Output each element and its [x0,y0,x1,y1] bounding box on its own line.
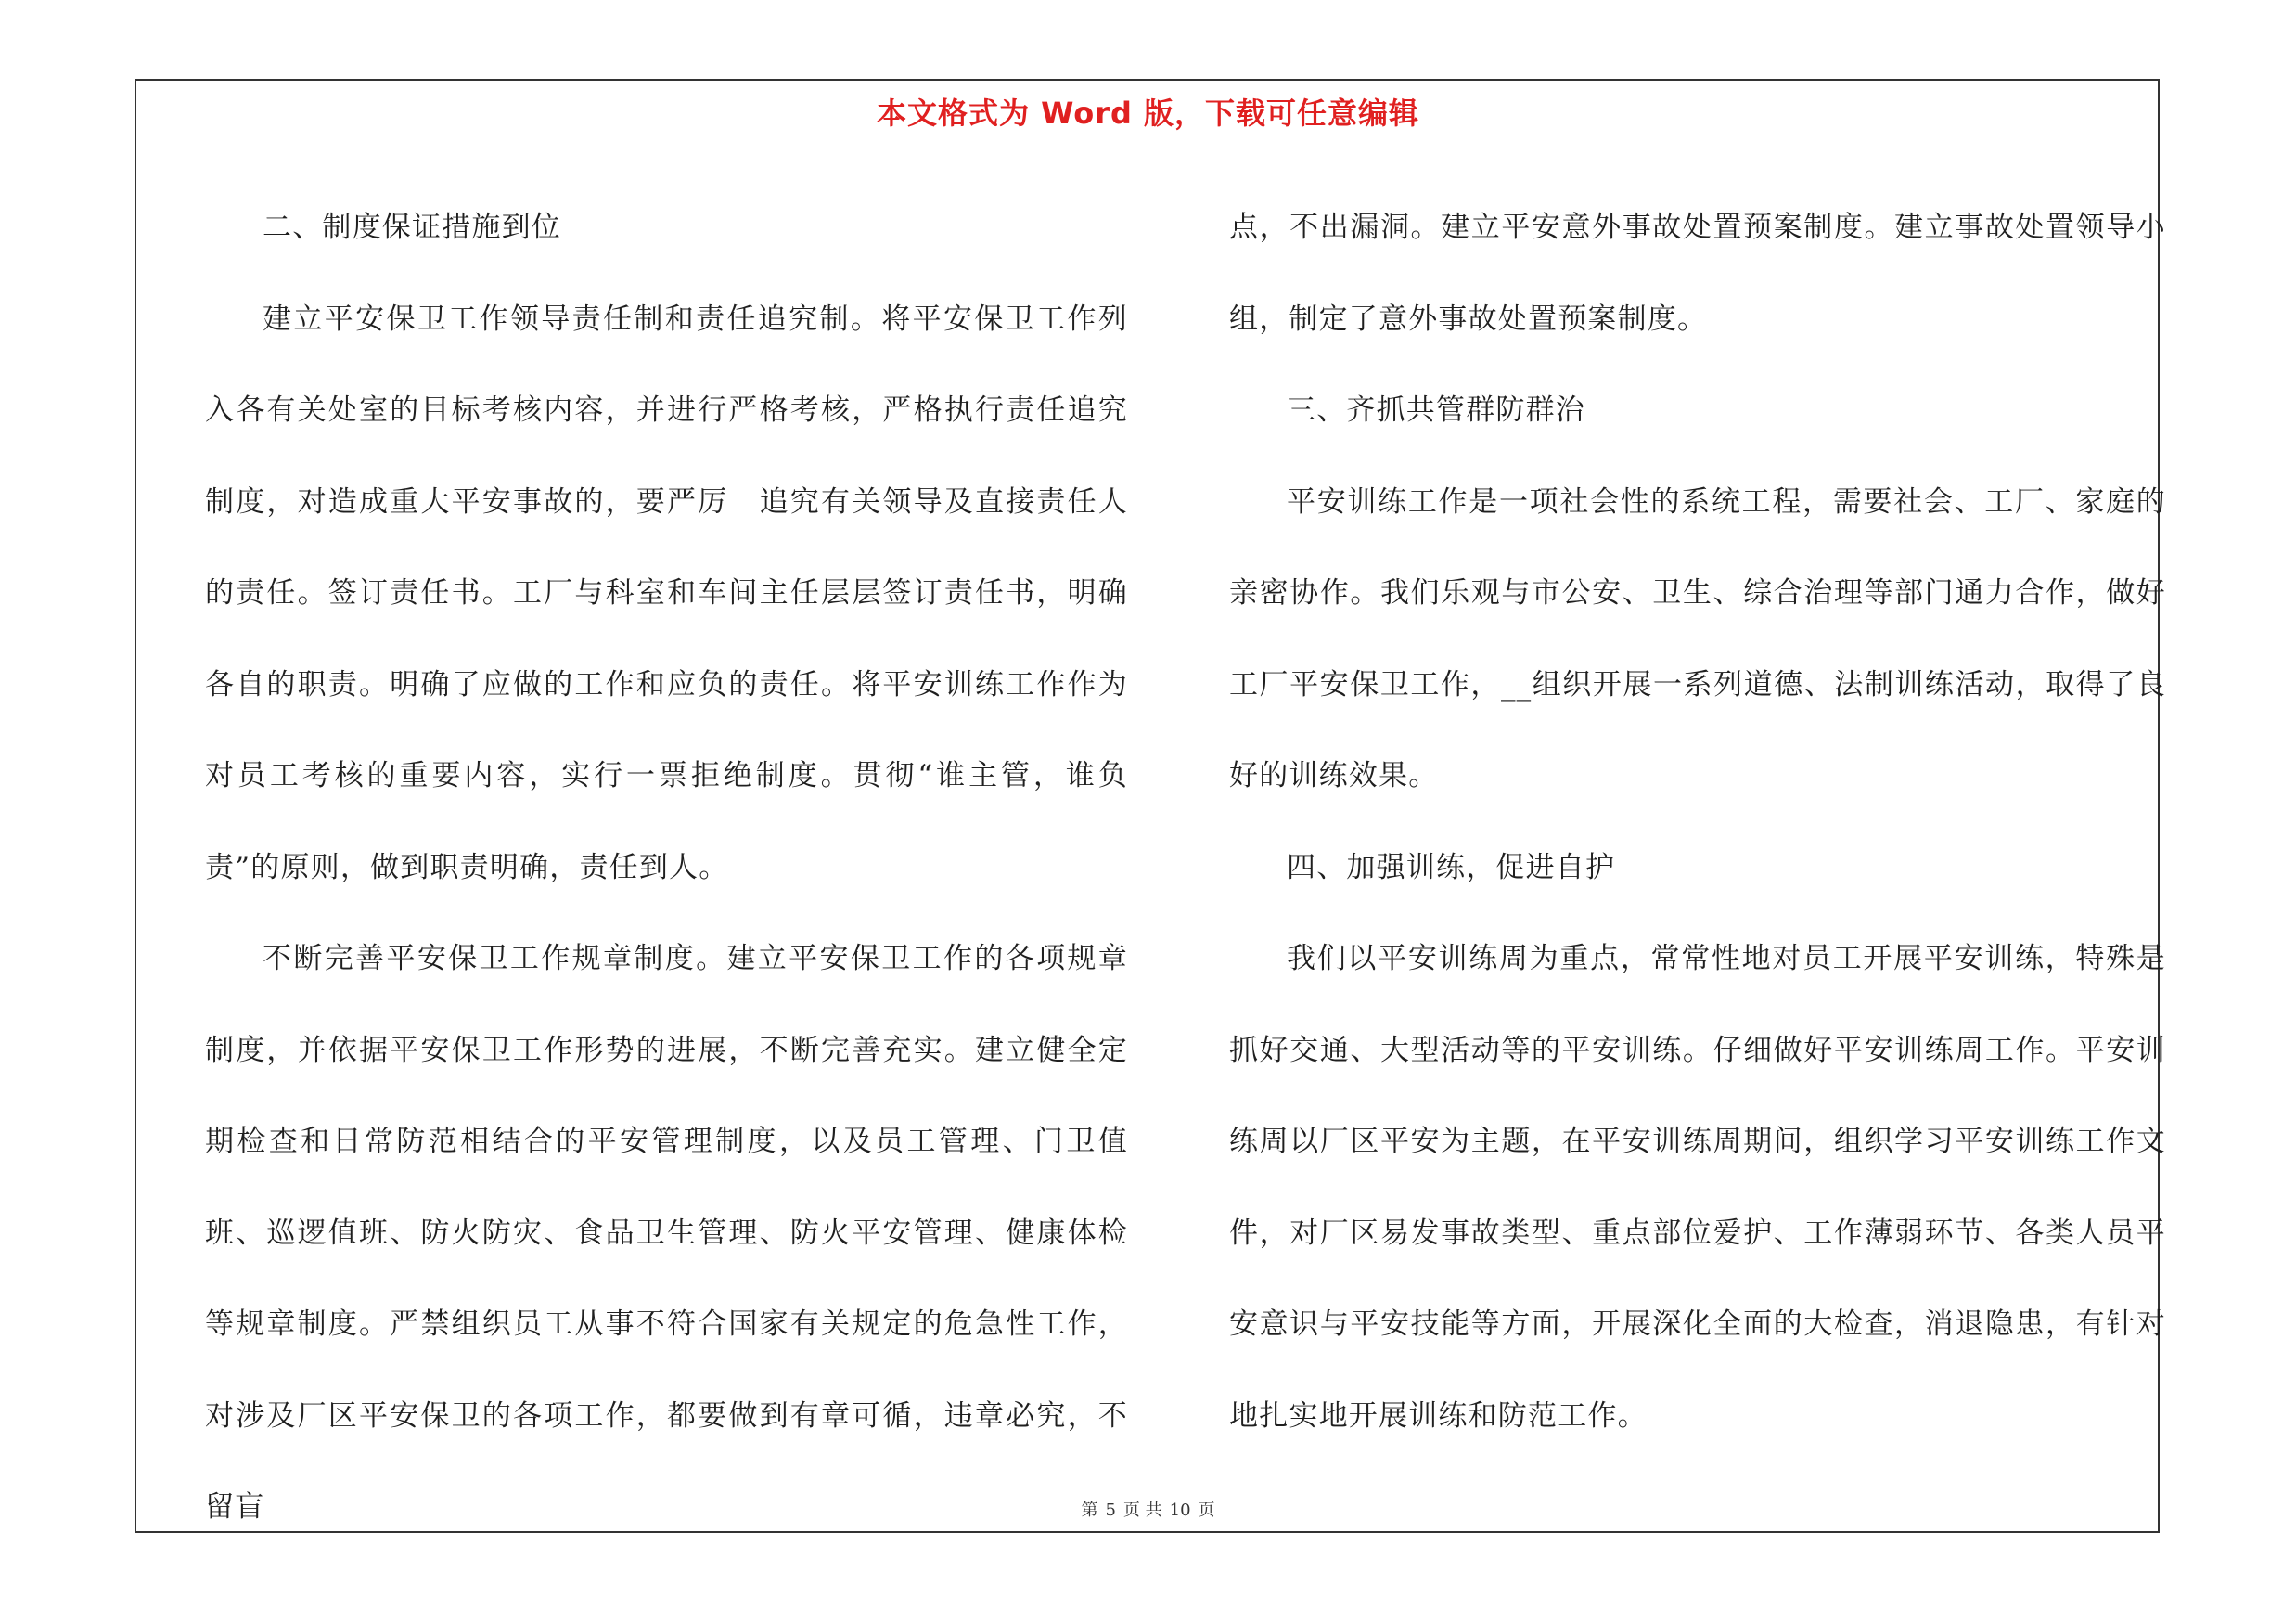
paragraph: 平安训练工作是一项社会性的系统工程，需要社会、工厂、家庭的亲密协作。我们乐观与市公安、卫生、综合治理等部门通力合作，做好工厂平安保卫工作，__组织开展一系列道德、法制训练活动，取得了良好的训练效果。 [1229,484,2166,792]
left-column [205,182,1128,1553]
right-column [1229,182,2166,1462]
section-heading: 三、齐抓共管群防群治 [1287,393,1585,427]
section-heading: 二、制度保证措施到位 [263,211,561,244]
total-pages-number: 10 [1169,1501,1191,1520]
paragraph: 不断完善平安保卫工作规章制度。建立平安保卫工作的各项规章制度，并依据平安保卫工作形势的进展，不断完善充实。建立健全定期检查和日常防范相结合的平安管理制度，以及员工管理、门卫值班、巡逻值班、防火防灾、食品卫生管理、防火平安管理、健康体检等规章制度。严禁组织员工从事不符合国家有关规定的危急性工作，对涉及厂区平安保卫的各项工作，都要做到有章可循，违章必究，不留盲 [205,942,1128,1524]
section-heading: 四、加强训练，促进自护 [1287,850,1616,884]
word-format-banner: 本文格式为 Word 版，下载可任意编辑 [876,96,1420,131]
footer-suffix: 页 [1198,1501,1215,1520]
paragraph: 点，不出漏洞。建立平安意外事故处置预案制度。建立事故处置领导小组，制定了意外事故处置预案制度。 [1229,211,2166,336]
footer-prefix: 第 [1081,1501,1098,1520]
page-number-footer [0,1497,2296,1521]
paragraph: 建立平安保卫工作领导责任制和责任追究制。将平安保卫工作列入各有关处室的目标考核内容，并进行严格考核，严格执行责任追究制度，对造成重大平安事故的，要严厉 追究有关领导及直接责任人的责任。签订责任书。工厂与科室和车间主任层层签订责任书，明确各自的职责。明确了应做的工作和应负的责任。将平安训练工作作为对员工考核的重要内容，实行一票拒绝制度。贯彻“谁主管，谁负责”的原则，做到职责明确，责任到人。 [205,302,1128,884]
footer-middle: 页 共 [1122,1501,1162,1520]
current-page-number: 5 [1105,1501,1116,1520]
paragraph: 我们以平安训练周为重点，常常性地对员工开展平安训练，特殊是抓好交通、大型活动等的平安训练。仔细做好平安训练周工作。平安训练周以厂区平安为主题，在平安训练周期间，组织学习平安训练工作文件，对厂区易发事故类型、重点部位爱护、工作薄弱环节、各类人员平安意识与平安技能等方面，开展深化全面的大检查，消退隐患，有针对地扎实地开展训练和防范工作。 [1229,942,2166,1433]
